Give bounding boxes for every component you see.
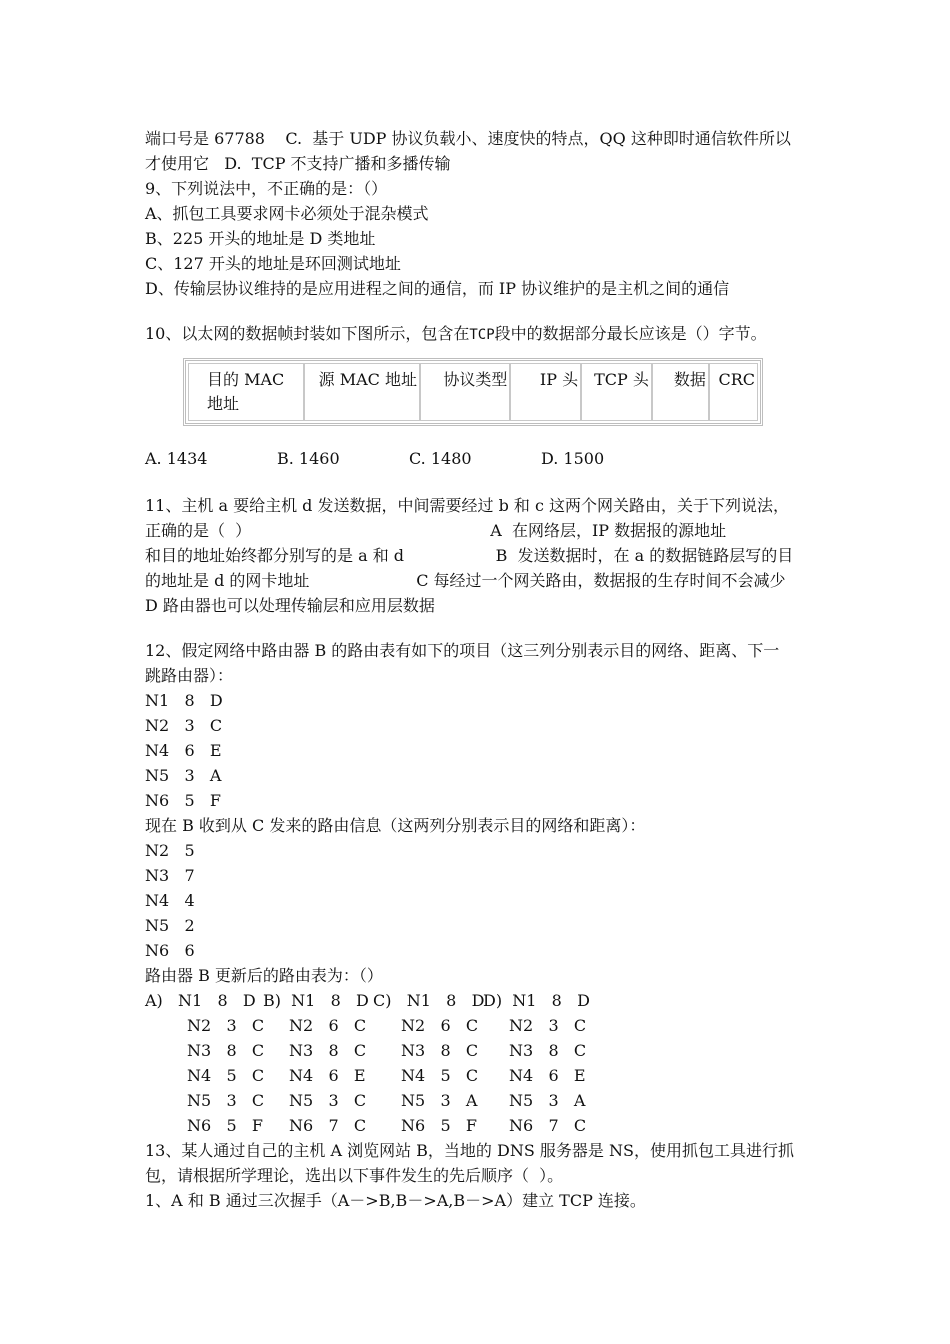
q13-line-3: 1、A 和 B 通过三次握手（A－>B,B－>A,B－>A）建立 TCP 连接。 [145, 1191, 646, 1210]
q12-answer-cell: N3 8 C [289, 1041, 367, 1060]
q9-option-b: B、225 开头的地址是 D 类地址 [145, 229, 376, 248]
intro-line-2: 才使用它 D. TCP 不支持广播和多播传输 [145, 154, 451, 173]
frame-cell-dst-mac: 目的 MAC 地址 [188, 363, 304, 421]
q12-answer-cell: N4 5 C [187, 1066, 265, 1085]
q9-stem: 9、下列说法中，不正确的是：（） [145, 179, 388, 198]
q12-answer-row [145, 1063, 810, 1088]
q12-table-row: N5 3 A [145, 766, 222, 785]
intro-line-1: 端口号是 67788 C. 基于 UDP 协议负载小、速度快的特点，QQ 这种即时通信软件所以 [145, 129, 791, 148]
q12-answer-cell: N3 8 C [401, 1041, 479, 1060]
q12-recv-stem: 现在 B 收到从 C 发来的路由信息（这两列分别表示目的网络和距离）： [145, 816, 646, 835]
q11-line-5: D 路由器也可以处理传输层和应用层数据 [145, 596, 435, 615]
q12-stem-line-1: 12、假定网络中路由器 B 的路由表有如下的项目（这三列分别表示目的网络、距离、下一 [145, 641, 780, 660]
q12-answer-cell: N6 7 C [509, 1116, 587, 1135]
q12-answer-cell: N3 8 C [509, 1041, 587, 1060]
q12-stem-line-2: 跳路由器）： [145, 666, 234, 685]
q12-answer-grid [145, 988, 810, 1138]
q11-line-3: 和目的地址始终都分别写的是 a 和 d B 发送数据时，在 a 的数据链路层写的目 [145, 546, 794, 565]
q12-answer-cell: N5 3 C [187, 1091, 265, 1110]
q12-recv-row: N6 6 [145, 941, 195, 960]
frame-cell-data: 数据 [652, 363, 709, 421]
q10-stem-part-b: 段中的数据部分最长应该是（）字节。 [494, 324, 767, 343]
q12-recv-row: N3 7 [145, 866, 195, 885]
q10-stem-tcp: TCP [469, 327, 495, 343]
q10-option-c: C. 1480 [409, 449, 472, 468]
q12-answer-cell: N5 3 A [401, 1091, 478, 1110]
q12-answer-row [145, 1088, 810, 1113]
document-page [145, 126, 810, 1213]
q12-answer-cell: N2 3 C [509, 1016, 587, 1035]
q12-recv-row: N5 2 [145, 916, 195, 935]
q12-answer-cell: N6 5 F [401, 1116, 477, 1135]
q12-answer-cell: B) N1 8 D [263, 991, 369, 1010]
q12-answer-cell: N2 3 C [187, 1016, 265, 1035]
frame-cell-tcp-header: TCP 头 [581, 363, 652, 421]
q12-answer-cell: N5 3 A [509, 1091, 586, 1110]
q10-stem [145, 321, 810, 346]
q13-line-1: 13、某人通过自己的主机 A 浏览网站 B，当地的 DNS 服务器是 NS，使用抓包工具进行抓 [145, 1141, 794, 1160]
q12-table-row: N1 8 D [145, 691, 223, 710]
ethernet-frame-table [183, 358, 763, 426]
q12-answer-cell: N2 6 C [401, 1016, 479, 1035]
q12-answer-row [145, 1038, 810, 1063]
q9-option-a: A、抓包工具要求网卡必须处于混杂模式 [145, 204, 429, 223]
q12-answer-cell: N6 5 F [187, 1116, 263, 1135]
q12-answer-cell: N5 3 C [289, 1091, 367, 1110]
q10-options [145, 446, 810, 471]
q12-table-row: N2 3 C [145, 716, 223, 735]
q12-answer-cell: N4 6 E [509, 1066, 586, 1085]
q12-answer-cell: N3 8 C [187, 1041, 265, 1060]
q11-line-1: 11、主机 a 要给主机 d 发送数据，中间需要经过 b 和 c 这两个网关路由，关于下列说法， [145, 496, 790, 515]
q10-option-d: D. 1500 [541, 449, 605, 468]
q9-option-d: D、传输层协议维持的是应用进程之间的通信，而 IP 协议维护的是主机之间的通信 [145, 279, 730, 298]
q13-line-2: 包，请根据所学理论，选出以下事件发生的先后顺序（ ）。 [145, 1166, 564, 1185]
q12-answer-row [145, 1013, 810, 1038]
frame-cell-crc: CRC [709, 363, 758, 421]
q12-recv-row: N2 5 [145, 841, 195, 860]
q11-line-2: 正确的是（ ） A 在网络层，IP 数据报的源地址 [145, 521, 727, 540]
q10-option-a: A. 1434 [145, 449, 208, 468]
frame-cell-proto: 协议类型 [420, 363, 510, 421]
frame-cell-src-mac: 源 MAC 地址 [304, 363, 420, 421]
q10-option-b: B. 1460 [277, 449, 340, 468]
q12-table-row: N6 5 F [145, 791, 221, 810]
frame-cell-ip-header: IP 头 [510, 363, 581, 421]
q12-answer-cell: D) N1 8 D [483, 991, 590, 1010]
q10-stem-part-a: 10、以太网的数据帧封装如下图所示，包含在 [145, 324, 470, 343]
q12-answer-cell: A) N1 8 D [145, 991, 256, 1010]
q12-answer-row [145, 1113, 810, 1138]
q12-answer-cell: N2 6 C [289, 1016, 367, 1035]
q12-answer-row [145, 988, 810, 1013]
q12-recv-row: N4 4 [145, 891, 195, 910]
q12-answer-cell: N4 6 E [289, 1066, 366, 1085]
q12-answer-cell: N6 7 C [289, 1116, 367, 1135]
q12-answer-cell: N4 5 C [401, 1066, 479, 1085]
q12-table-row: N4 6 E [145, 741, 222, 760]
q9-option-c: C、127 开头的地址是环回测试地址 [145, 254, 401, 273]
q11-line-4: 的地址是 d 的网卡地址 C 每经过一个网关路由，数据报的生存时间不会减少 [145, 571, 786, 590]
q12-answer-cell: C) N1 8 D [373, 991, 485, 1010]
q12-question: 路由器 B 更新后的路由表为：（） [145, 966, 383, 985]
